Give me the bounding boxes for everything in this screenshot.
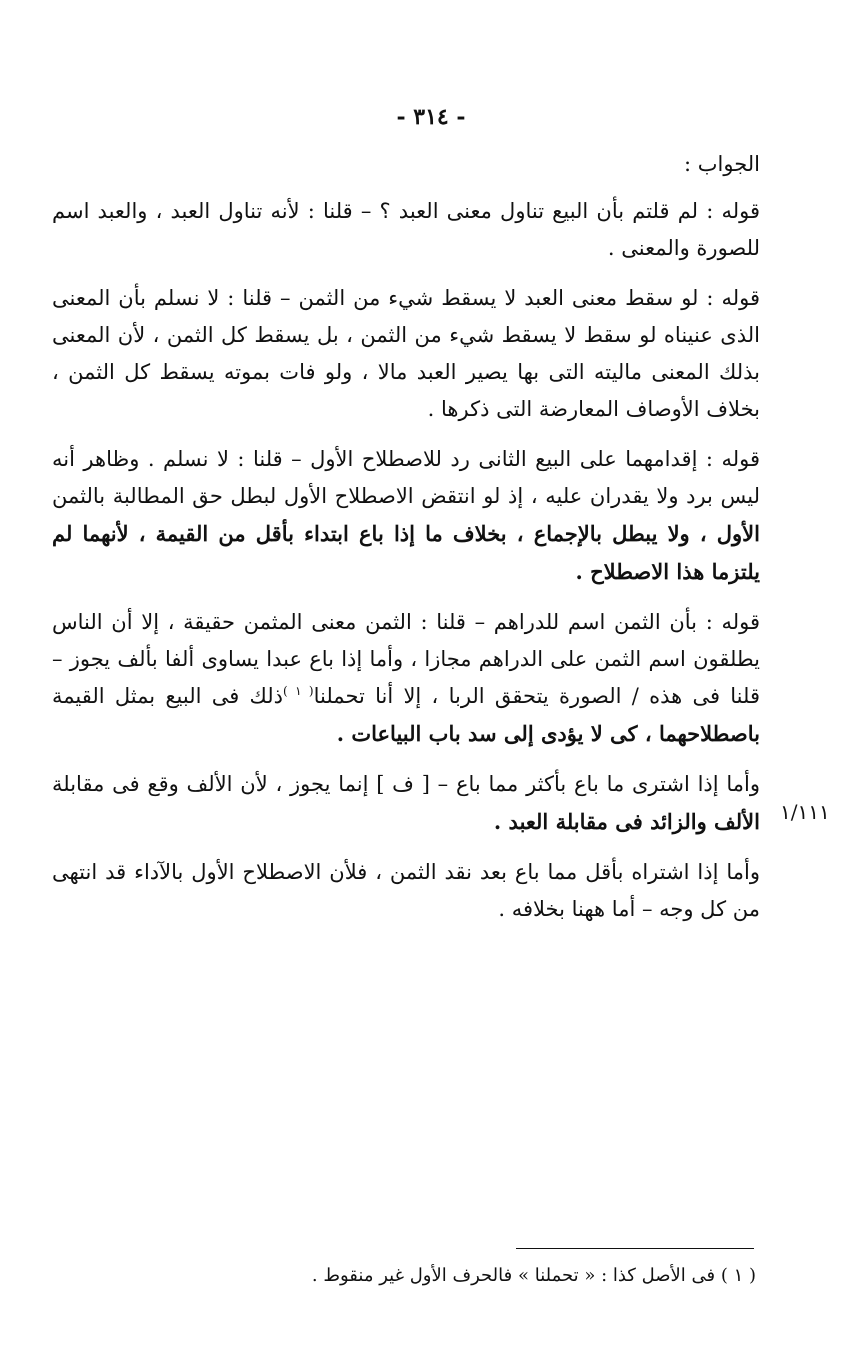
paragraph-4-text-a: قوله : بأن الثمن اسم للدراهم – قلنا : الثمن معنى المثمن حقيقة ، إلا أن الناس يطلقون اسم الثمن على الدراهم مجازا ، وأما إذا باع عبدا يساوى ألفا بألف يجوز – قلنا فى هذه / الصورة يتحقق الربا ، إلا أنا تحملنا	[52, 610, 761, 708]
footnote: ( ١ ) فى الأصل كذا : « تحملنا » فالحرف الأول غير منقوط .	[311, 1265, 756, 1286]
paragraph-3-text: قوله : إقدامهما على البيع الثانى رد للاصطلاح الأول – قلنا : لا نسلم . وظاهر أنه ليس برد ولا يقدران عليه ، إذ لو انتقض الاصطلاح الأول لبطل حق المطالبة بالثمن	[52, 447, 760, 508]
paragraph-1: قوله : لم قلتم بأن البيع تناول معنى العبد ؟ – قلنا : لأنه تناول العبد ، والعبد اسم للصورة والمعنى .	[52, 199, 760, 260]
manuscript-folio-note: ١/١١١	[780, 800, 830, 824]
paragraph-4	[52, 604, 760, 753]
paragraph-6: وأما إذا اشتراه بأقل مما باع بعد نقد الثمن ، فلأن الاصطلاح الأول بالآداء قد انتهى من كل وجه – أما ههنا بخلافه .	[52, 860, 760, 921]
page-number: - ٣١٤ -	[396, 104, 466, 130]
section-heading: الجواب :	[684, 152, 760, 176]
paragraph-3-bold-text: الأول ، ولا يبطل بالإجماع ، بخلاف ما إذا باع ابتداء بأقل من القيمة ، لأنهما لم يلتزما هذا الاصطلاح .	[52, 521, 760, 584]
paragraph-5	[52, 766, 760, 841]
paragraph-5-text: وأما إذا اشترى ما باع بأكثر مما باع – [ ف ] إنما يجوز ، لأن الألف وقع فى مقابلة	[52, 772, 760, 796]
footnote-divider	[516, 1248, 754, 1249]
paragraph-5-bold-text: الألف والزائد فى مقابلة العبد .	[493, 809, 760, 834]
paragraph-4-text-b: ذلك فى البيع بمثل القيمة	[52, 684, 283, 708]
paragraph-3	[52, 441, 760, 591]
footnote-reference[interactable]: ( ١ )	[282, 684, 314, 698]
main-text	[52, 146, 760, 941]
paragraph-2: قوله : لو سقط معنى العبد لا يسقط شيء من الثمن – قلنا : لا نسلم بأن المعنى الذى عنيناه لو سقط لا يسقط شيء من الثمن ، بل يسقط كل الثمن ، لأن المعنى بذلك المعنى ماليته التى بها يصير العبد مالا ، ولو فات بموته يسقط كل الثمن ، بخلاف الأوصاف المعارضة التى ذكرها .	[52, 286, 760, 421]
paragraph-4-bold-text: باصطلاحهما ، كى لا يؤدى إلى سد باب البياعات .	[336, 721, 760, 746]
